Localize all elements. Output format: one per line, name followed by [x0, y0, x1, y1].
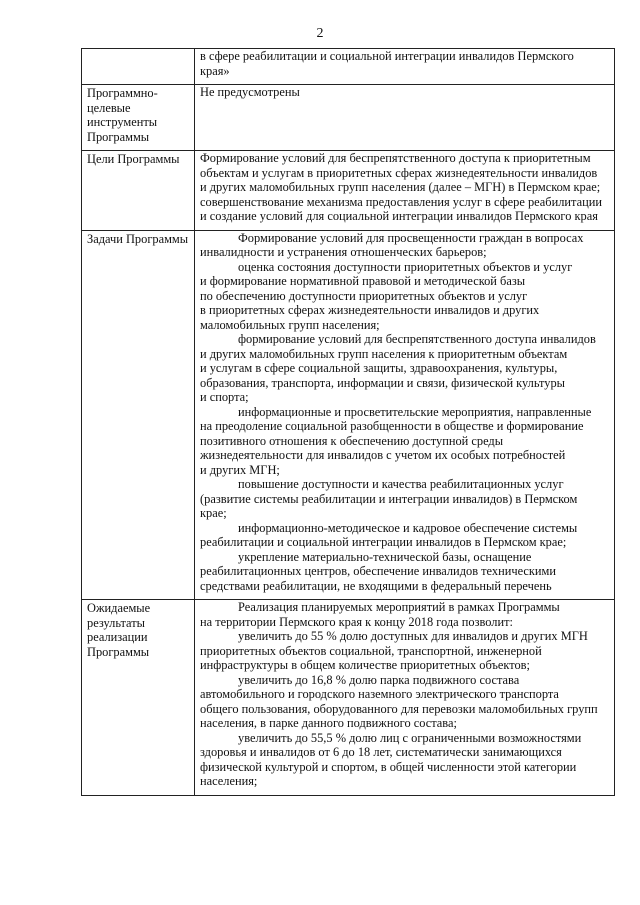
content-line: инвалидности и устранения отношенческих барьеров;	[200, 245, 487, 259]
content-line: автомобильного и городского наземного электрического транспорта	[200, 687, 559, 701]
table-row	[82, 49, 615, 85]
label-line: реализации	[87, 630, 148, 644]
row-content	[200, 231, 610, 594]
content-line: приоритетных объектов социальной, транспортной, инженерной	[200, 643, 542, 658]
label-line: результаты	[87, 615, 145, 630]
label-line: целевые	[87, 100, 131, 115]
content-line: увеличить до 55 % долю доступных для инвалидов и других МГН	[238, 629, 588, 643]
content-line: образования, транспорта, информации и связи, физической культуры	[200, 375, 566, 390]
content-line: маломобильных групп населения;	[200, 317, 380, 332]
label-line: инструменты	[87, 115, 158, 129]
content-line: и других МГН;	[200, 462, 280, 477]
content-line: в сфере реабилитации и социальной интеграции инвалидов Пермского	[200, 49, 574, 63]
row-label	[87, 151, 190, 167]
label-line: Ожидаемые	[87, 601, 151, 615]
row-content	[200, 49, 610, 78]
content-line: и создание условий для социальной интеграции инвалидов Пермского края	[200, 209, 598, 223]
content-line: в приоритетных сферах жизнедеятельности инвалидов и других	[200, 303, 540, 317]
content-line: Реализация планируемых мероприятий в рамках Программы	[238, 600, 560, 614]
content-line: населения;	[200, 774, 258, 788]
content-line: объектам и услугам в приоритетных сферах жизнедеятельности инвалидов	[200, 165, 598, 180]
content-line: увеличить до 16,8 % долю парка подвижного состава	[238, 672, 520, 687]
row-label-cell	[82, 600, 195, 796]
content-line: реабилитационных центров, обеспечение инвалидов техническими	[200, 564, 557, 578]
label-line: Программно-	[87, 86, 158, 100]
content-line: крае;	[200, 506, 227, 520]
content-line: укрепление материально-технической базы, оснащение	[238, 549, 532, 564]
content-line: физической культурой и спортом, в общей численности этой категории	[200, 759, 577, 774]
table-row	[82, 230, 615, 600]
content-line: инфраструктуры в общем количестве приоритетных объектов;	[200, 658, 530, 672]
row-label	[87, 49, 190, 50]
row-label-cell	[82, 151, 195, 231]
content-line: Формирование условий для просвещенности граждан в вопросах	[238, 230, 584, 245]
label-line: Программы	[87, 644, 150, 659]
row-content	[200, 600, 610, 789]
content-line: позитивного отношения к обеспечению доступной среды	[200, 433, 504, 448]
content-line: совершенствование механизма предоставления услуг в сфере реабилитации	[200, 194, 602, 209]
content-line: информационно-методическое и кадровое обеспечение системы	[238, 520, 578, 535]
row-label	[87, 231, 190, 247]
content-line: оценка состояния доступности приоритетных объектов и услуг	[238, 259, 573, 274]
content-line: повышение доступности и качества реабилитационных услуг	[238, 477, 564, 491]
content-line: Не предусмотрены	[200, 85, 300, 99]
content-line: средствами реабилитации, не входящими в федеральный перечень	[200, 578, 552, 593]
content-line: (развитие системы реабилитации и интеграции инвалидов) в Пермском	[200, 491, 578, 506]
content-line: на преодоление социальной разобщенности в обществе и формирование	[200, 419, 584, 433]
content-line: и формирование нормативной правовой и методической базы	[200, 274, 526, 288]
row-label-cell	[82, 49, 195, 85]
table-row	[82, 600, 615, 796]
content-line: здоровья и инвалидов от 6 до 18 лет, систематически занимающихся	[200, 745, 562, 759]
row-content	[200, 151, 610, 224]
row-content	[200, 85, 610, 100]
content-line: формирование условий для беспрепятственного доступа инвалидов	[238, 332, 596, 346]
content-line: населения, в парке данного подвижного состава;	[200, 716, 457, 730]
table-row	[82, 151, 615, 231]
content-line: на территории Пермского края к концу 2018 года позволит:	[200, 614, 513, 629]
passport-table-body	[82, 49, 615, 796]
row-content-cell	[195, 600, 615, 796]
content-line: жизнедеятельности для инвалидов с учетом их особых потребностей	[200, 448, 566, 462]
label-line: Задачи Программы	[87, 231, 189, 246]
content-line: и спорта;	[200, 390, 249, 404]
content-line: края»	[200, 63, 230, 78]
row-content-cell	[195, 85, 615, 151]
page-number: 2	[316, 26, 324, 41]
row-content-cell	[195, 49, 615, 85]
content-line: по обеспечению доступности приоритетных объектов и услуг	[200, 288, 528, 303]
row-label	[87, 85, 190, 144]
row-content-cell	[195, 151, 615, 231]
content-line: увеличить до 55,5 % долю лиц с ограниченными возможностями	[238, 730, 582, 745]
content-line: реабилитации и социальной интеграции инвалидов в Пермском крае;	[200, 535, 567, 549]
row-content-cell	[195, 230, 615, 600]
content-line: Формирование условий для беспрепятственного доступа к приоритетным	[200, 151, 591, 165]
program-passport-table	[81, 48, 615, 796]
label-line: Программы	[87, 129, 150, 144]
table-row	[82, 85, 615, 151]
content-line: и других маломобильных групп населения к приоритетным объектам	[200, 346, 568, 361]
content-line: и других маломобильных групп населения (далее – МГН) в Пермском крае;	[200, 180, 601, 194]
content-line: общего пользования, оборудованного для перевозки маломобильных групп	[200, 701, 598, 716]
row-label-cell	[82, 230, 195, 600]
label-line: Цели Программы	[87, 152, 180, 166]
content-line: информационные и просветительские мероприятия, направленные	[238, 404, 592, 419]
row-label	[87, 600, 190, 659]
content-line: и услугам в сфере социальной защиты, здравоохранения, культуры,	[200, 361, 558, 375]
row-label-cell	[82, 85, 195, 151]
